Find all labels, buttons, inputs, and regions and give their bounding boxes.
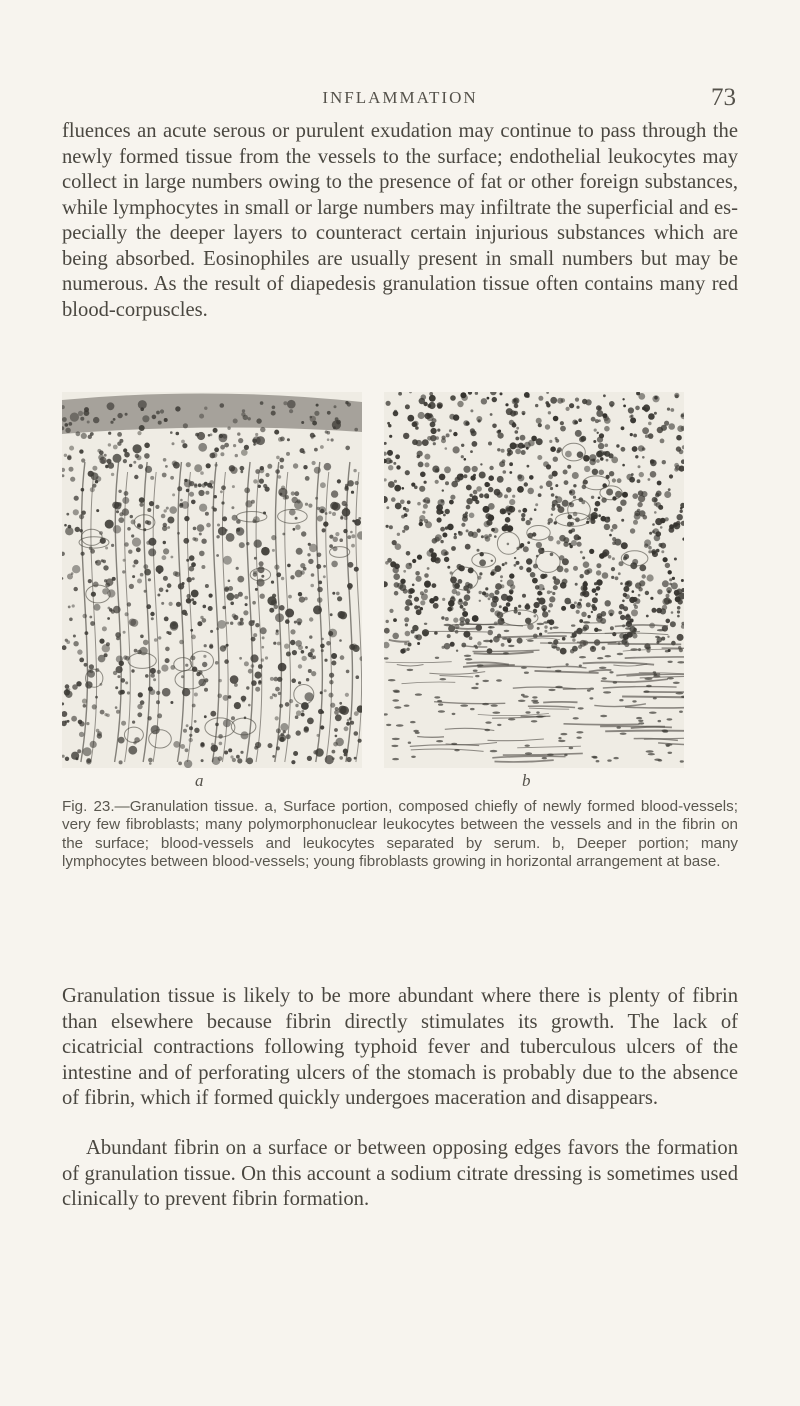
paragraph-2: Granulation tissue is likely to be more abundant where there is plenty of fibrin than elsewhere because fibrin directly stimulates its growth. The lack of cicatricial contractions following typhoid fever and tuberculous ulcers of the intestine and of perforating ulcers of the stomach is probably due to the absence of fibrin, which if formed quickly undergoes maceration and disappears. — [62, 985, 738, 1109]
page-number: 73 — [711, 84, 736, 111]
figure-label-b: b — [522, 771, 531, 790]
micrograph-b — [384, 392, 684, 768]
figure-label-a: a — [195, 771, 204, 790]
running-head: INFLAMMATION — [322, 88, 478, 107]
micrograph-b-image — [384, 392, 684, 768]
micrograph-a-image — [62, 392, 362, 768]
paragraph-1: fluences an acute serous or purulent exudation may continue to pass through the newly formed tissue from the vessels to the surface; endothelial leukocytes may collect in large numbers owing to the presence of fat or other foreign substances, while lymphocytes in small or large numbers may infiltrate the superficial and es- pecially the deeper layers to counteract certain injurious substances which are being absorbed. Eosinophiles are usually present in small numbers but may be numerous. As the result of diapedesis granulation tissue often contains many red blood-corpuscles. — [62, 120, 738, 321]
micrograph-a — [62, 392, 362, 768]
paragraph-3: Abundant fibrin on a surface or between opposing edges favors the formation of granulation tissue. On this account a sodium citrate dressing is sometimes used clinically to prevent fibrin formation. — [62, 1137, 738, 1210]
figure-caption: Fig. 23.—Granulation tissue. a, Surface portion, composed chiefly of newly formed blood-vessels; very few fibroblasts; many polymorphonuclear leukocytes between the vessels and in the fibrin on the surface; blood-vessels and leukocytes separated by serum. b, Deeper portion; many lymphocytes between blood-vessels; young fibroblasts growing in horizontal arrangement at base. — [62, 798, 738, 871]
page-header — [0, 84, 800, 112]
figure-23 — [62, 392, 738, 792]
